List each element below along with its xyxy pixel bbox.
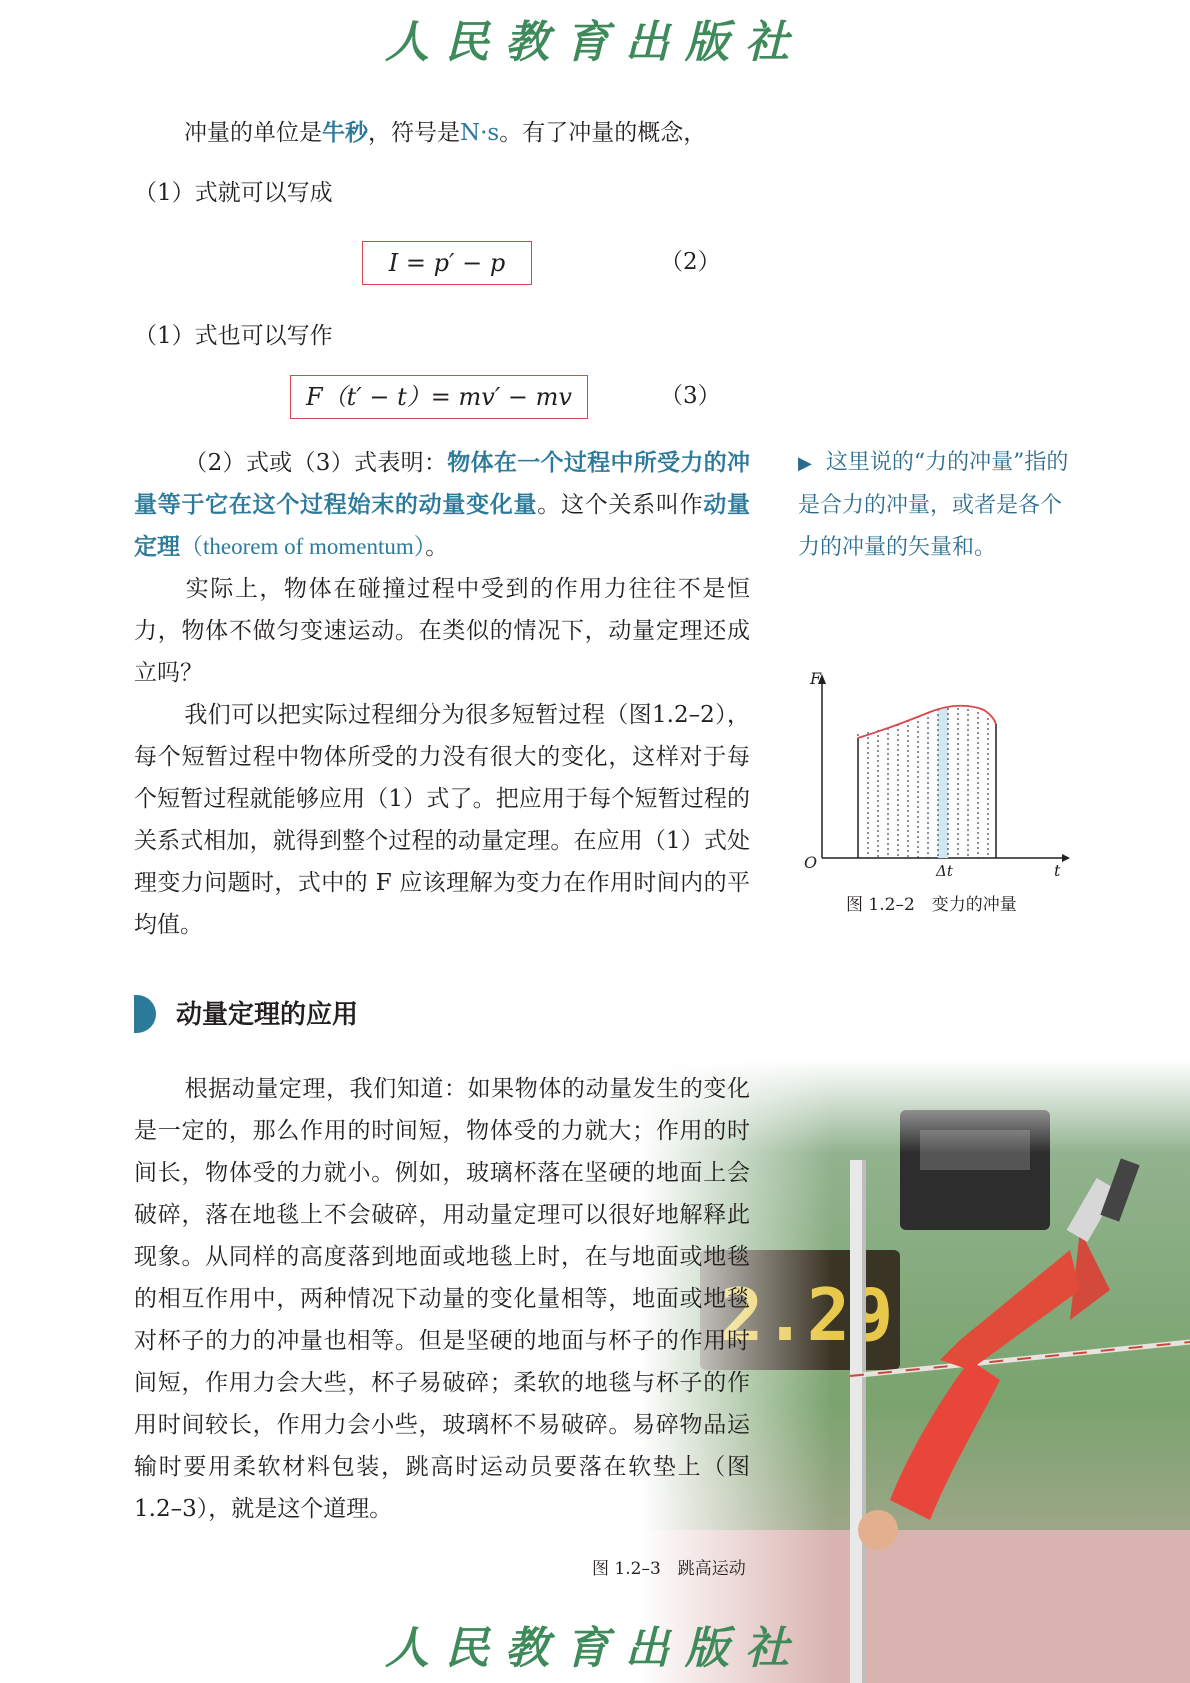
variable-force-figure bbox=[800, 668, 1070, 888]
term-english: （theorem of momentum） bbox=[180, 534, 426, 559]
y-label: F bbox=[810, 669, 822, 688]
text: 。有了冲量的概念， bbox=[499, 120, 707, 146]
publisher-logo: 人民教育出版社 bbox=[385, 17, 805, 68]
text: 冲量的单位是 bbox=[184, 120, 322, 146]
paragraph-1 bbox=[134, 112, 750, 154]
unit-symbol: N·s bbox=[460, 120, 500, 146]
paragraph-1b: （1）式就可以写成 bbox=[134, 180, 333, 206]
unit-term: 牛秒 bbox=[322, 119, 368, 146]
origin-label: O bbox=[804, 853, 818, 872]
paragraph-5 bbox=[134, 694, 750, 946]
equation-2-number: （2） bbox=[660, 249, 721, 275]
equation-3-number: （3） bbox=[660, 383, 721, 409]
side-note bbox=[798, 442, 1078, 569]
paragraph-6 bbox=[134, 1068, 750, 1530]
equation-3: F（t′ − t）= mv′ − mv bbox=[290, 375, 588, 419]
paragraph-4 bbox=[134, 568, 750, 694]
time-slices bbox=[858, 708, 988, 858]
triangle-marker-icon: ▶ bbox=[798, 453, 812, 474]
paragraph-2: （1）式也可以写作 bbox=[134, 323, 333, 349]
delta-t-label: Δt bbox=[936, 862, 953, 880]
text: 我们可以把实际过程细分为很多短暂过程（图1.2–2），每个短暂过程中物体所受的力没有很大的变化，这样对于每个短暂过程就能够应用（1）式了。把应用于每个短暂过程的关系式相加，就得到整个过程的动量定理。在应用（1）式处理变力问题时，式中的 F 应该理解为变力在作用时间内的平均值。 bbox=[134, 702, 750, 938]
figure-1-caption: 图 1.2–2 变力的冲量 bbox=[846, 895, 1017, 915]
paragraph-3 bbox=[134, 442, 750, 568]
x-axis-arrow-icon bbox=[1062, 854, 1070, 862]
text: 实际上，物体在碰撞过程中受到的作用力往往不是恒力，物体不做匀变速运动。在类似的情况下，动量定理还成立吗？ bbox=[134, 576, 750, 686]
theorem-statement: 物体在一个过程中所受力的冲量等于它在这个过程始末的动量变化量 bbox=[134, 449, 750, 518]
figure-2-caption: 图 1.2–3 跳高运动 bbox=[592, 1559, 746, 1579]
force-curve bbox=[858, 706, 996, 738]
x-label: t bbox=[1054, 861, 1061, 880]
term-momentum-theorem: 动量定理 bbox=[134, 491, 751, 560]
delta-t-strip bbox=[938, 708, 948, 858]
text: 根据动量定理，我们知道：如果物体的动量发生的变化是一定的，那么作用的时间短，物体受的力就大；作用的时间长，物体受的力就小。例如，玻璃杯落在坚硬的地面上会破碎，落在地毯上不会破碎，用动量定理可以很好地解释此现象。从同样的高度落到地面或地毯上时，在与地面或地毯的相互作用中，两种情况下动量的变化量相等，地面或地毯对杯子的力的冲量也相等。但是坚硬的地面与杯子的作用时间短，作用力会大些，杯子易破碎；柔软的地毯与杯子的作用时间较长，作用力会小些，玻璃杯不易破碎。易碎物品运输时要用柔软材料包装，跳高时运动员要落在软垫上（图1.2–3），就是这个道理。 bbox=[134, 1076, 750, 1522]
side-note-text: 这里说的“力的冲量”指的是合力的冲量，或者是各个力的冲量的矢量和。 bbox=[798, 450, 1069, 560]
text: 。这个关系叫作 bbox=[537, 492, 704, 518]
equation-2: I = p′ − p bbox=[362, 241, 532, 285]
section-title: 动量定理的应用 bbox=[176, 1000, 359, 1030]
text: ，符号是 bbox=[368, 120, 460, 146]
section-marker-icon bbox=[134, 995, 156, 1033]
publisher-logo-footer: 人民教育出版社 bbox=[385, 1623, 805, 1674]
text: （2）式或（3）式表明： bbox=[184, 450, 448, 476]
text: 。 bbox=[425, 534, 449, 560]
